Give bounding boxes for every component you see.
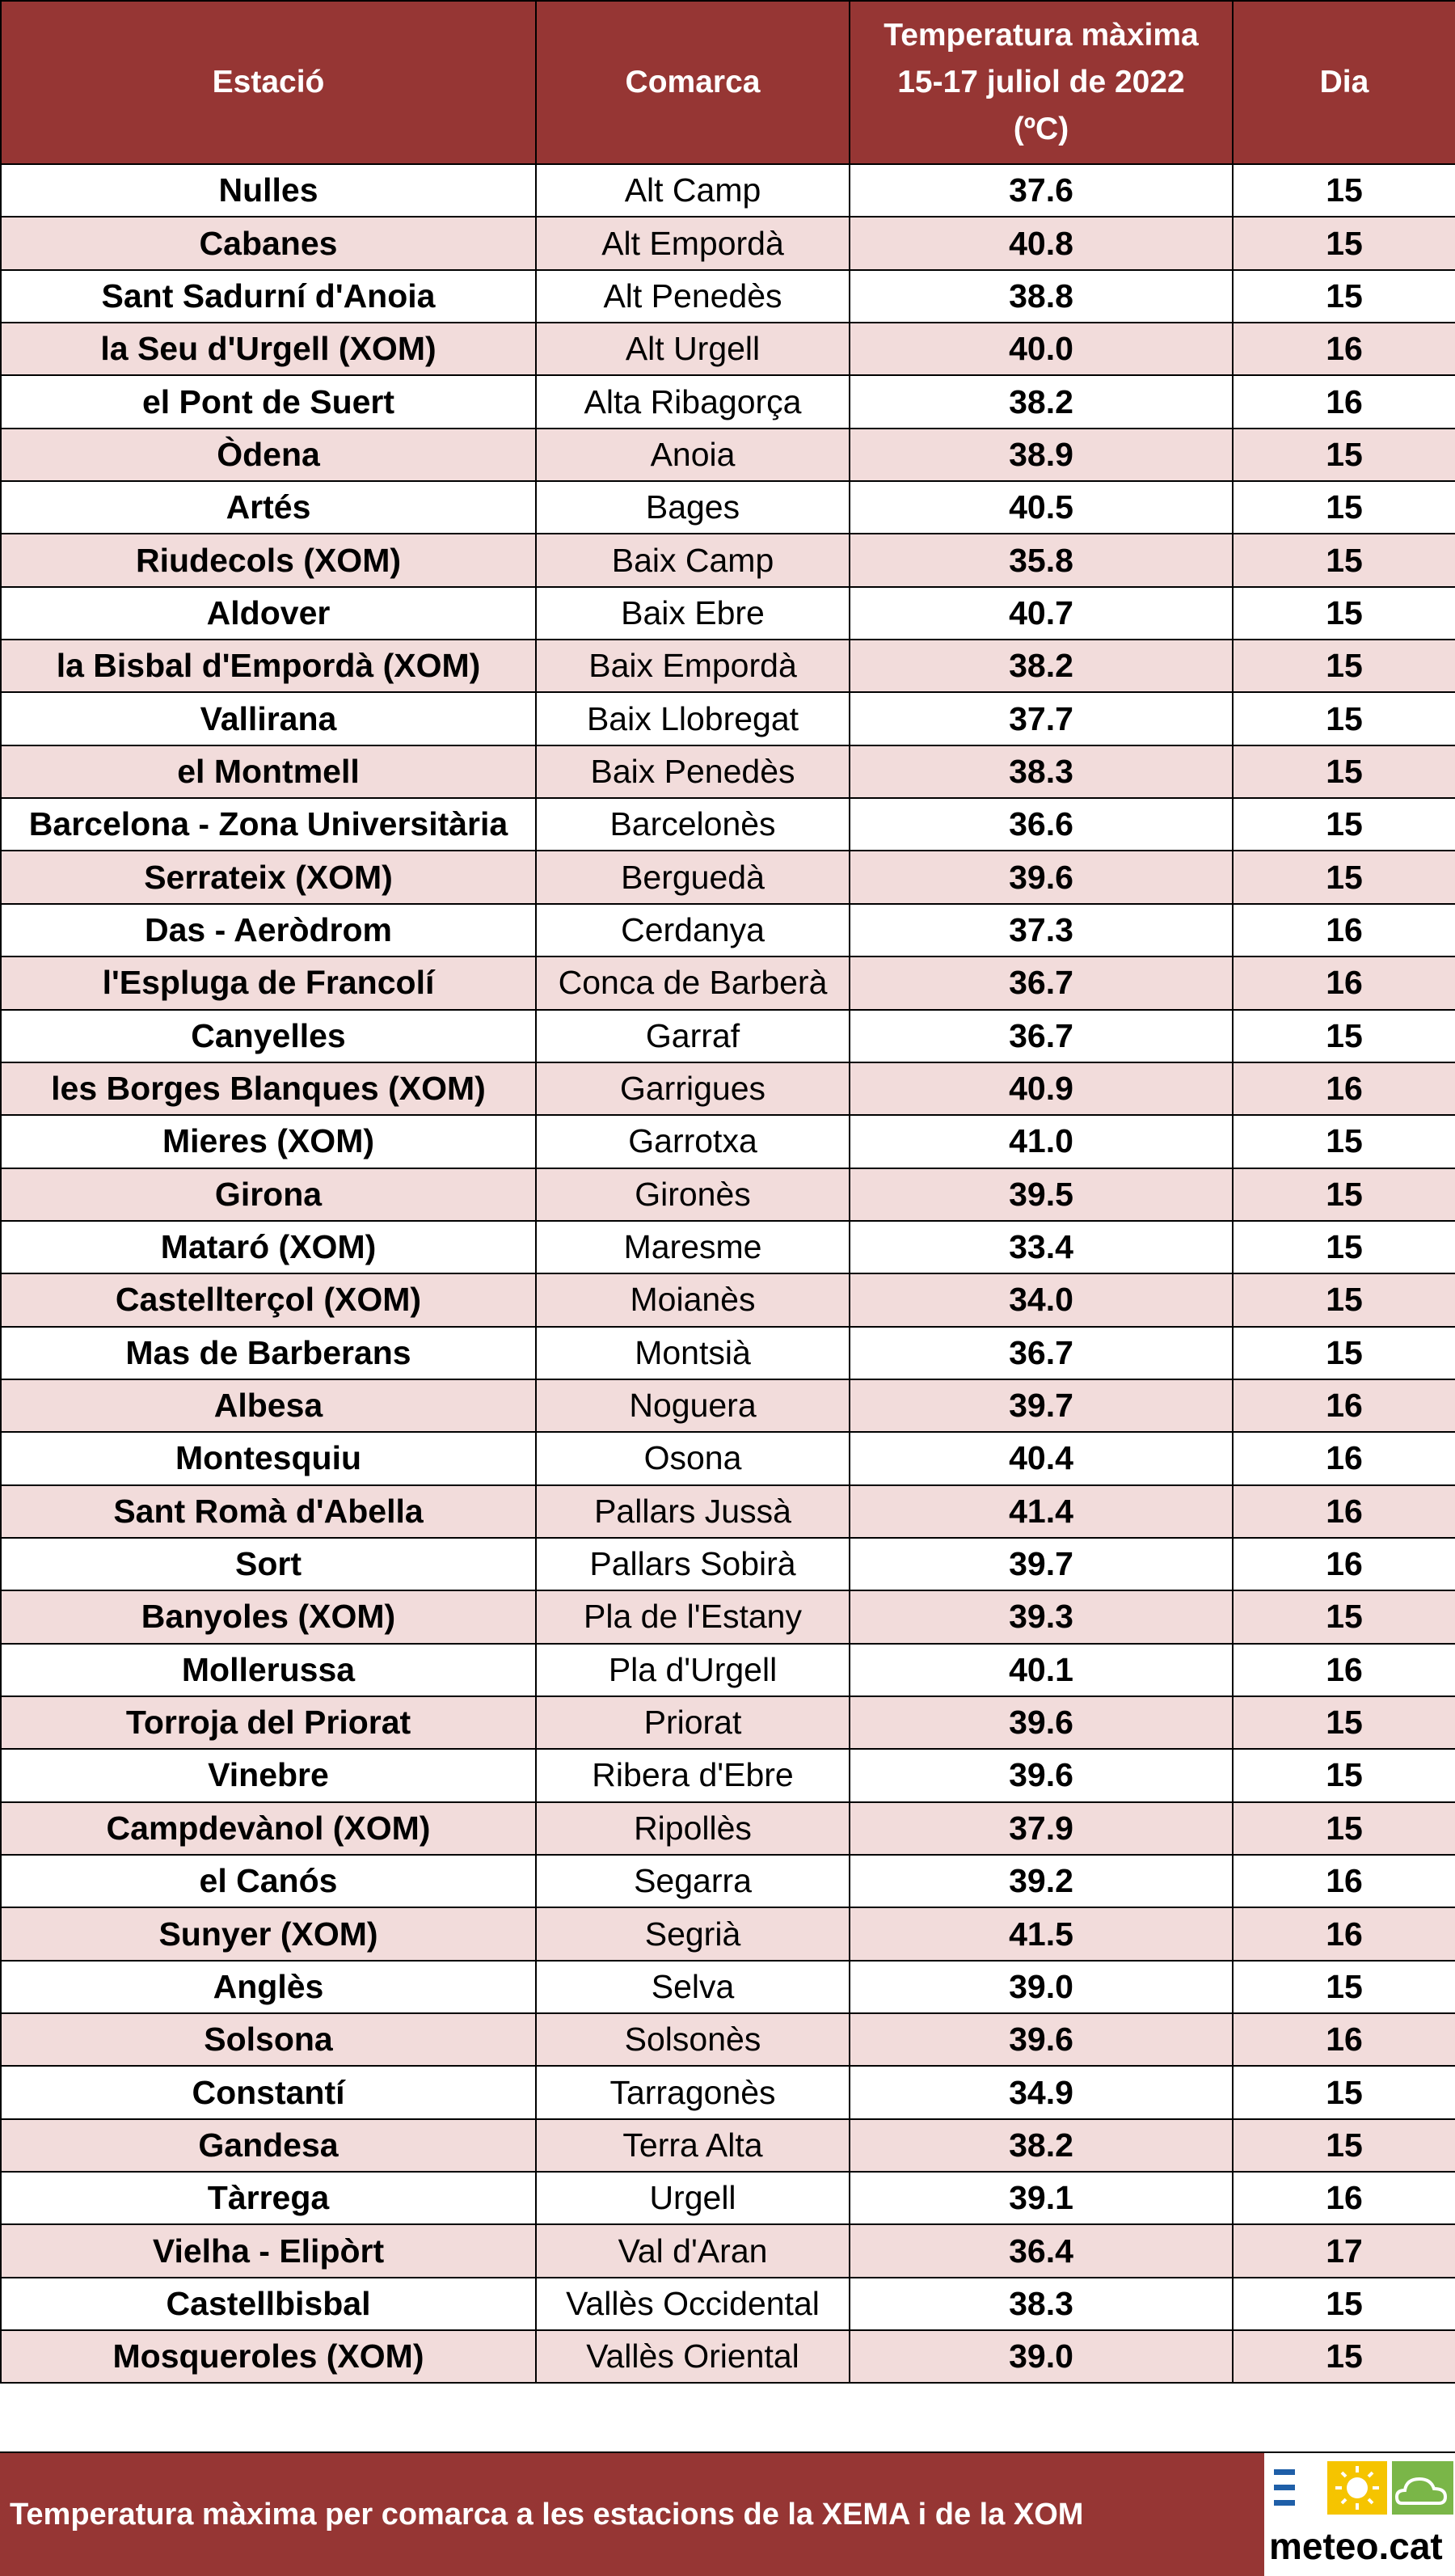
- table-row: [1, 851, 1455, 903]
- table-row: [1, 692, 1455, 745]
- cell-max-temp: 39.6: [850, 851, 1233, 903]
- cell-station: Banyoles (XOM): [1, 1590, 536, 1643]
- cell-max-temp: 38.3: [850, 2278, 1233, 2330]
- cell-comarca: Segarra: [536, 1855, 850, 1907]
- cell-station: el Montmell: [1, 745, 536, 798]
- cell-station: Vallirana: [1, 692, 536, 745]
- cell-comarca: Baix Empordà: [536, 640, 850, 692]
- cell-station: Òdena: [1, 429, 536, 481]
- table-row: [1, 1221, 1455, 1273]
- cell-day: 15: [1233, 217, 1455, 269]
- cell-comarca: Solsonès: [536, 2013, 850, 2066]
- cell-station: Mollerussa: [1, 1644, 536, 1696]
- cell-day: 15: [1233, 1010, 1455, 1062]
- cell-station: Riudecols (XOM): [1, 534, 536, 586]
- cell-station: les Borges Blanques (XOM): [1, 1062, 536, 1115]
- cell-day: 15: [1233, 1115, 1455, 1168]
- table-row: [1, 1327, 1455, 1379]
- cell-max-temp: 39.0: [850, 1961, 1233, 2013]
- cell-max-temp: 40.4: [850, 1432, 1233, 1484]
- table-row: [1, 640, 1455, 692]
- cell-day: 17: [1233, 2224, 1455, 2277]
- cell-day: 15: [1233, 534, 1455, 586]
- table-row: [1, 2119, 1455, 2172]
- cell-comarca: Baix Llobregat: [536, 692, 850, 745]
- cell-station: Sant Romà d'Abella: [1, 1485, 536, 1538]
- cell-station: Vinebre: [1, 1749, 536, 1801]
- cell-comarca: Alt Camp: [536, 164, 850, 217]
- cell-day: 15: [1233, 270, 1455, 323]
- cell-station: Vielha - Elipòrt: [1, 2224, 536, 2277]
- table-row: [1, 2278, 1455, 2330]
- table-row: [1, 1379, 1455, 1432]
- cell-max-temp: 36.4: [850, 2224, 1233, 2277]
- cell-day: 16: [1233, 1907, 1455, 1960]
- cell-max-temp: 37.7: [850, 692, 1233, 745]
- cell-max-temp: 38.2: [850, 640, 1233, 692]
- cell-comarca: Gironès: [536, 1168, 850, 1221]
- cell-day: 15: [1233, 1961, 1455, 2013]
- cell-day: 15: [1233, 1590, 1455, 1643]
- cell-station: l'Espluga de Francolí: [1, 956, 536, 1009]
- header-comarca: Comarca: [536, 1, 850, 164]
- cell-comarca: Val d'Aran: [536, 2224, 850, 2277]
- table-row: [1, 164, 1455, 217]
- cell-max-temp: 34.0: [850, 1273, 1233, 1326]
- cell-day: 15: [1233, 1802, 1455, 1855]
- cell-max-temp: 38.2: [850, 375, 1233, 428]
- cell-day: 16: [1233, 1855, 1455, 1907]
- table-row: [1, 2172, 1455, 2224]
- cell-comarca: Osona: [536, 1432, 850, 1484]
- cell-comarca: Anoia: [536, 429, 850, 481]
- cell-day: 15: [1233, 1273, 1455, 1326]
- cell-station: Sort: [1, 1538, 536, 1590]
- table-row: [1, 217, 1455, 269]
- header-max-temperature: [850, 1, 1233, 164]
- table-row: [1, 375, 1455, 428]
- cell-day: 15: [1233, 2066, 1455, 2118]
- cell-station: Aldover: [1, 587, 536, 640]
- header-station: Estació: [1, 1, 536, 164]
- header-temp-line3: (ºC): [1013, 112, 1069, 146]
- cell-day: 15: [1233, 2278, 1455, 2330]
- cell-comarca: Berguedà: [536, 851, 850, 903]
- cell-comarca: Baix Ebre: [536, 587, 850, 640]
- table-row: [1, 1485, 1455, 1538]
- cell-station: Solsona: [1, 2013, 536, 2066]
- cell-station: Mas de Barberans: [1, 1327, 536, 1379]
- table-row: [1, 1062, 1455, 1115]
- table-row: [1, 1168, 1455, 1221]
- cell-station: el Canós: [1, 1855, 536, 1907]
- logo-icons: [1267, 2458, 1455, 2518]
- cell-comarca: Montsià: [536, 1327, 850, 1379]
- cell-day: 16: [1233, 1062, 1455, 1115]
- cell-day: 15: [1233, 2330, 1455, 2383]
- table-row: [1, 2224, 1455, 2277]
- cell-comarca: Pla d'Urgell: [536, 1644, 850, 1696]
- cell-station: Das - Aeròdrom: [1, 904, 536, 956]
- cell-station: Mieres (XOM): [1, 1115, 536, 1168]
- table-row: [1, 1802, 1455, 1855]
- table-row: [1, 2013, 1455, 2066]
- cell-max-temp: 38.9: [850, 429, 1233, 481]
- cell-day: 16: [1233, 1379, 1455, 1432]
- table-row: [1, 798, 1455, 851]
- cell-station: Artés: [1, 481, 536, 534]
- cell-station: Gandesa: [1, 2119, 536, 2172]
- cell-max-temp: 36.7: [850, 956, 1233, 1009]
- cell-station: Nulles: [1, 164, 536, 217]
- sun-icon: [1327, 2461, 1387, 2515]
- cell-comarca: Cerdanya: [536, 904, 850, 956]
- cell-station: la Bisbal d'Empordà (XOM): [1, 640, 536, 692]
- cell-comarca: Bages: [536, 481, 850, 534]
- cell-max-temp: 41.0: [850, 1115, 1233, 1168]
- cell-day: 16: [1233, 1432, 1455, 1484]
- cell-day: 16: [1233, 2172, 1455, 2224]
- cell-station: Mosqueroles (XOM): [1, 2330, 536, 2383]
- cell-max-temp: 39.1: [850, 2172, 1233, 2224]
- cell-comarca: Pla de l'Estany: [536, 1590, 850, 1643]
- cell-day: 16: [1233, 2013, 1455, 2066]
- cell-day: 16: [1233, 956, 1455, 1009]
- table-row: [1, 1644, 1455, 1696]
- header-row: [1, 1, 1455, 164]
- cell-day: 15: [1233, 798, 1455, 851]
- cell-comarca: Selva: [536, 1961, 850, 2013]
- cell-max-temp: 37.6: [850, 164, 1233, 217]
- cell-day: 15: [1233, 2119, 1455, 2172]
- cell-day: 16: [1233, 1485, 1455, 1538]
- cell-comarca: Ribera d'Ebre: [536, 1749, 850, 1801]
- cell-day: 16: [1233, 375, 1455, 428]
- cell-day: 15: [1233, 692, 1455, 745]
- cell-comarca: Baix Camp: [536, 534, 850, 586]
- table-body: [1, 164, 1455, 2383]
- cell-station: Castellbisbal: [1, 2278, 536, 2330]
- cell-max-temp: 40.7: [850, 587, 1233, 640]
- table-row: [1, 1538, 1455, 1590]
- table-row: [1, 956, 1455, 1009]
- table-row: [1, 2066, 1455, 2118]
- cell-day: 15: [1233, 1749, 1455, 1801]
- cell-station: Torroja del Priorat: [1, 1696, 536, 1749]
- header-temp-line2: 15-17 juliol de 2022: [897, 65, 1185, 99]
- meteocat-logo: [1264, 2451, 1455, 2576]
- cell-max-temp: 40.0: [850, 323, 1233, 375]
- cell-comarca: Garrotxa: [536, 1115, 850, 1168]
- cell-max-temp: 39.2: [850, 1855, 1233, 1907]
- table-row: [1, 481, 1455, 534]
- table-row: [1, 534, 1455, 586]
- cell-max-temp: 36.7: [850, 1010, 1233, 1062]
- footer-caption: Temperatura màxima per comarca a les estacions de la XEMA i de la XOM: [10, 2497, 1084, 2532]
- cell-max-temp: 39.6: [850, 2013, 1233, 2066]
- cell-max-temp: 34.9: [850, 2066, 1233, 2118]
- cell-max-temp: 41.4: [850, 1485, 1233, 1538]
- cell-max-temp: 38.3: [850, 745, 1233, 798]
- logo-text: meteo.cat: [1269, 2525, 1443, 2567]
- cell-station: Anglès: [1, 1961, 536, 2013]
- footer-caption-bar: [0, 2451, 1264, 2576]
- table-row: [1, 587, 1455, 640]
- cell-station: Montesquiu: [1, 1432, 536, 1484]
- cell-max-temp: 39.6: [850, 1696, 1233, 1749]
- cell-comarca: Garraf: [536, 1010, 850, 1062]
- cell-day: 15: [1233, 745, 1455, 798]
- cell-comarca: Maresme: [536, 1221, 850, 1273]
- cell-comarca: Alt Penedès: [536, 270, 850, 323]
- cell-station: Campdevànol (XOM): [1, 1802, 536, 1855]
- cell-max-temp: 37.9: [850, 1802, 1233, 1855]
- cell-max-temp: 36.6: [850, 798, 1233, 851]
- cell-day: 15: [1233, 587, 1455, 640]
- cell-max-temp: 39.5: [850, 1168, 1233, 1221]
- cell-comarca: Vallès Occidental: [536, 2278, 850, 2330]
- cell-day: 15: [1233, 1168, 1455, 1221]
- cell-comarca: Noguera: [536, 1379, 850, 1432]
- cell-max-temp: 38.2: [850, 2119, 1233, 2172]
- cell-comarca: Barcelonès: [536, 798, 850, 851]
- cell-day: 15: [1233, 164, 1455, 217]
- menu-lines-icon: [1269, 2461, 1322, 2515]
- cell-day: 15: [1233, 851, 1455, 903]
- cell-station: Barcelona - Zona Universitària: [1, 798, 536, 851]
- table-row: [1, 1907, 1455, 1960]
- cell-station: Mataró (XOM): [1, 1221, 536, 1273]
- cell-max-temp: 39.7: [850, 1379, 1233, 1432]
- table-row: [1, 2330, 1455, 2383]
- table-row: [1, 1590, 1455, 1643]
- table-row: [1, 745, 1455, 798]
- cell-max-temp: 37.3: [850, 904, 1233, 956]
- cell-max-temp: 39.0: [850, 2330, 1233, 2383]
- table-row: [1, 1010, 1455, 1062]
- cell-comarca: Tarragonès: [536, 2066, 850, 2118]
- cell-comarca: Terra Alta: [536, 2119, 850, 2172]
- cell-day: 15: [1233, 429, 1455, 481]
- cell-comarca: Garrigues: [536, 1062, 850, 1115]
- cell-station: Tàrrega: [1, 2172, 536, 2224]
- cell-comarca: Moianès: [536, 1273, 850, 1326]
- cell-station: la Seu d'Urgell (XOM): [1, 323, 536, 375]
- cell-comarca: Segrià: [536, 1907, 850, 1960]
- cell-max-temp: 40.5: [850, 481, 1233, 534]
- cell-comarca: Urgell: [536, 2172, 850, 2224]
- cell-max-temp: 35.8: [850, 534, 1233, 586]
- cell-max-temp: 38.8: [850, 270, 1233, 323]
- cell-max-temp: 40.9: [850, 1062, 1233, 1115]
- cell-comarca: Alt Empordà: [536, 217, 850, 269]
- table-row: [1, 1432, 1455, 1484]
- cell-comarca: Conca de Barberà: [536, 956, 850, 1009]
- table-row: [1, 323, 1455, 375]
- header-temp-line1: Temperatura màxima: [884, 18, 1199, 53]
- cell-station: Canyelles: [1, 1010, 536, 1062]
- cell-max-temp: 39.7: [850, 1538, 1233, 1590]
- cell-day: 15: [1233, 1696, 1455, 1749]
- cell-max-temp: 39.3: [850, 1590, 1233, 1643]
- cell-comarca: Priorat: [536, 1696, 850, 1749]
- cell-max-temp: 39.6: [850, 1749, 1233, 1801]
- table-row: [1, 1749, 1455, 1801]
- cell-station: Constantí: [1, 2066, 536, 2118]
- cell-comarca: Alta Ribagorça: [536, 375, 850, 428]
- cell-day: 16: [1233, 323, 1455, 375]
- table-row: [1, 270, 1455, 323]
- cell-max-temp: 36.7: [850, 1327, 1233, 1379]
- table-row: [1, 904, 1455, 956]
- table-row: [1, 1115, 1455, 1168]
- cell-station: el Pont de Suert: [1, 375, 536, 428]
- table-row: [1, 1961, 1455, 2013]
- cell-station: Albesa: [1, 1379, 536, 1432]
- cell-day: 15: [1233, 1221, 1455, 1273]
- cell-station: Castellterçol (XOM): [1, 1273, 536, 1326]
- table-row: [1, 1855, 1455, 1907]
- cell-day: 15: [1233, 1327, 1455, 1379]
- table-row: [1, 1696, 1455, 1749]
- cell-day: 16: [1233, 904, 1455, 956]
- cell-comarca: Baix Penedès: [536, 745, 850, 798]
- table-row: [1, 429, 1455, 481]
- cell-comarca: Pallars Sobirà: [536, 1538, 850, 1590]
- cell-max-temp: 41.5: [850, 1907, 1233, 1960]
- cell-day: 16: [1233, 1538, 1455, 1590]
- cell-max-temp: 40.8: [850, 217, 1233, 269]
- cloud-icon: [1392, 2461, 1453, 2515]
- cell-station: Sunyer (XOM): [1, 1907, 536, 1960]
- cell-comarca: Vallès Oriental: [536, 2330, 850, 2383]
- cell-comarca: Pallars Jussà: [536, 1485, 850, 1538]
- cell-station: Cabanes: [1, 217, 536, 269]
- table-row: [1, 1273, 1455, 1326]
- cell-station: Sant Sadurní d'Anoia: [1, 270, 536, 323]
- cell-max-temp: 33.4: [850, 1221, 1233, 1273]
- cell-comarca: Ripollès: [536, 1802, 850, 1855]
- cell-comarca: Alt Urgell: [536, 323, 850, 375]
- cell-day: 15: [1233, 640, 1455, 692]
- cell-max-temp: 40.1: [850, 1644, 1233, 1696]
- cell-station: Girona: [1, 1168, 536, 1221]
- header-day: Dia: [1233, 1, 1455, 164]
- cell-day: 16: [1233, 1644, 1455, 1696]
- cell-day: 15: [1233, 481, 1455, 534]
- cell-station: Serrateix (XOM): [1, 851, 536, 903]
